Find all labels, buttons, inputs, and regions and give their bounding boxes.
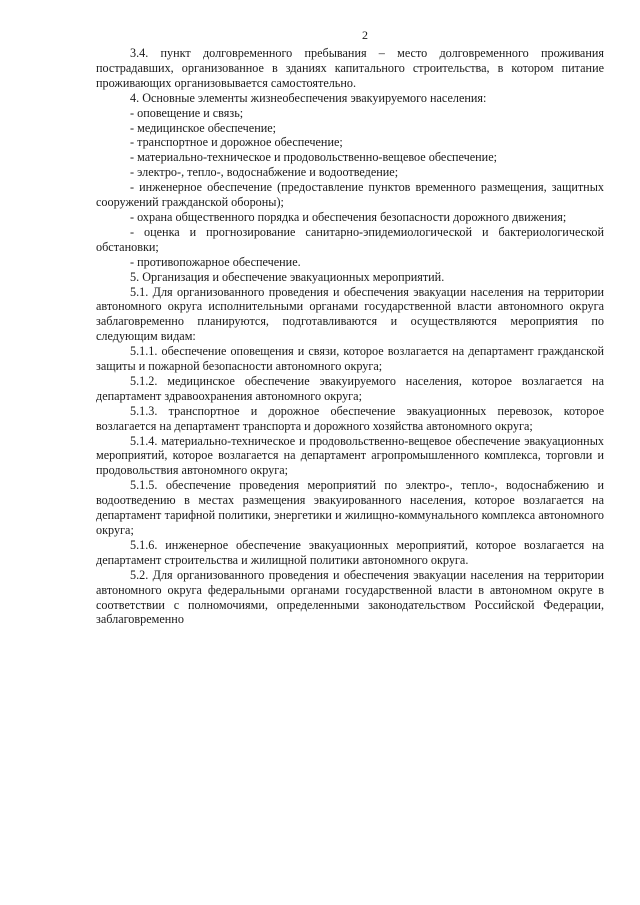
list-item: - медицинское обеспечение; bbox=[130, 120, 277, 135]
list-item: - охрана общественного порядка и обеспечения безопасности дорожного движения; bbox=[130, 209, 567, 224]
list-item: - транспортное и дорожное обеспечение; bbox=[130, 135, 343, 150]
paragraph-5-1-3: 5.1.3. транспортное и дорожное обеспечение эвакуационных перевозок, которое возлагается на департамент транспорта и дорожного хозяйства автономного округа; bbox=[96, 403, 604, 433]
paragraph-5-1-2: 5.1.2. медицинское обеспечение эвакуируемого населения, которое возлагается на департамент здравоохранения автономного округа; bbox=[96, 373, 604, 403]
document-body bbox=[96, 46, 604, 627]
paragraph-5-2: 5.2. Для организованного проведения и обеспечения эвакуации населения на территории автономного округа федеральными органами государственной власти в автономном округе в соответствии с полномочиями, определенными законодательством Российской Федерации, заблаговременно bbox=[96, 567, 604, 627]
page-number: 2 bbox=[362, 28, 368, 42]
list-item: - оценка и прогнозирование санитарно-эпидемиологической и бактериологической обстановки; bbox=[96, 224, 604, 254]
list-item: - инженерное обеспечение (предоставление пунктов временного размещения, защитных сооружений гражданской обороны); bbox=[96, 180, 604, 210]
list-item: - электро-, тепло-, водоснабжение и водоотведение; bbox=[130, 165, 399, 180]
document-page bbox=[96, 28, 604, 627]
paragraph-5-1-4: 5.1.4. материально-техническое и продовольственно-вещевое обеспечение эвакуационных мероприятий, которое возлагается на департамент агропромышленного комплекса, торговли и продовольствия автономного округа; bbox=[96, 433, 604, 478]
paragraph-5-1: 5.1. Для организованного проведения и обеспечения эвакуации населения на территории автономного округа исполнительными органами государственной власти автономного округа заблаговременно планируются, подготавливаются и осуществляются мероприятия по следующим видам: bbox=[96, 284, 604, 344]
paragraph-5-heading: 5. Организация и обеспечение эвакуационных мероприятий. bbox=[130, 269, 445, 284]
list-item: - оповещение и связь; bbox=[130, 105, 244, 120]
paragraph-5-1-5: 5.1.5. обеспечение проведения мероприятий по электро-, тепло-, водоснабжению и водоотведению в местах размещения эвакуированного населения, которое возлагается на департамент тарифной политики, энергетики и жилищно-коммунального комплекса автономного округа; bbox=[96, 478, 604, 537]
paragraph-4-heading: 4. Основные элементы жизнеобеспечения эвакуируемого населения: bbox=[130, 90, 487, 105]
paragraph-5-1-6: 5.1.6. инженерное обеспечение эвакуационных мероприятий, которое возлагается на департамент строительства и жилищной политики автономного округа. bbox=[96, 537, 604, 567]
list-item: - противопожарное обеспечение. bbox=[130, 254, 301, 269]
paragraph-3-4: 3.4. пункт долговременного пребывания – место долговременного проживания пострадавших, организованное в зданиях капитального строительства, в котором питание проживающих организовывается самостоятельно. bbox=[96, 46, 604, 90]
paragraph-5-1-1: 5.1.1. обеспечение оповещения и связи, которое возлагается на департамент гражданской защиты и пожарной безопасности автономного округа; bbox=[96, 344, 604, 374]
list-item: - материально-техническое и продовольственно-вещевое обеспечение; bbox=[130, 150, 497, 165]
